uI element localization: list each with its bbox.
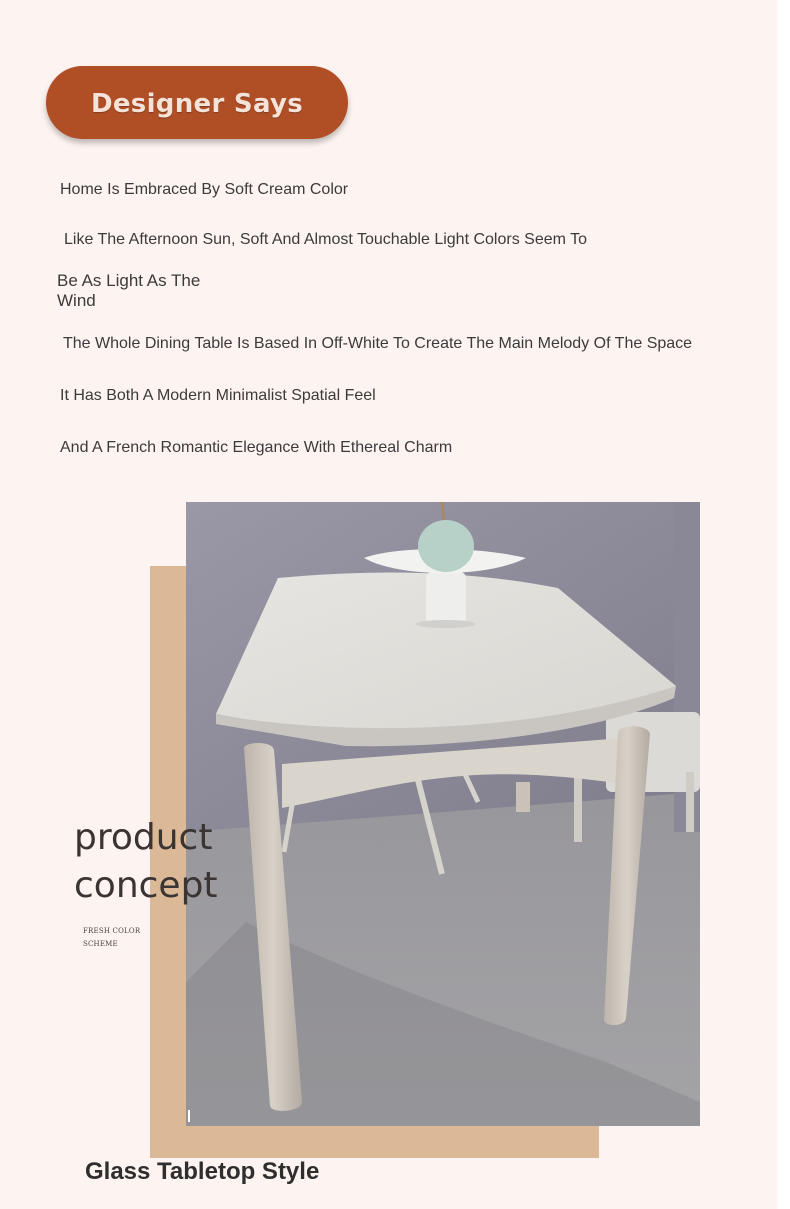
dining-table-illustration	[186, 502, 700, 1126]
product-concept-heading	[74, 814, 218, 910]
fresh-color-scheme-label: FRESH COLOR SCHEME	[83, 927, 141, 948]
description-line-5: It Has Both A Modern Minimalist Spatial Feel	[60, 387, 376, 404]
description-line-1: Home Is Embraced By Soft Cream Color	[60, 181, 349, 198]
glass-tabletop-caption: Glass Tabletop Style	[85, 1158, 320, 1185]
designer-says-title: Designer Says	[90, 88, 304, 119]
dining-table-photo	[186, 502, 700, 1126]
description-line-6: And A French Romantic Elegance With Ethereal Charm	[60, 439, 453, 456]
description-line-2: Like The Afternoon Sun, Soft And Almost Touchable Light Colors Seem To	[64, 231, 587, 248]
description-line-3: Be As Light As The Wind	[57, 271, 201, 310]
product-concept-line-1: product	[74, 817, 213, 858]
product-concept-line-2: concept	[74, 865, 218, 906]
designer-says-badge	[46, 66, 348, 139]
description-line-4: The Whole Dining Table Is Based In Off-White To Create The Main Melody Of The Space	[63, 335, 693, 352]
